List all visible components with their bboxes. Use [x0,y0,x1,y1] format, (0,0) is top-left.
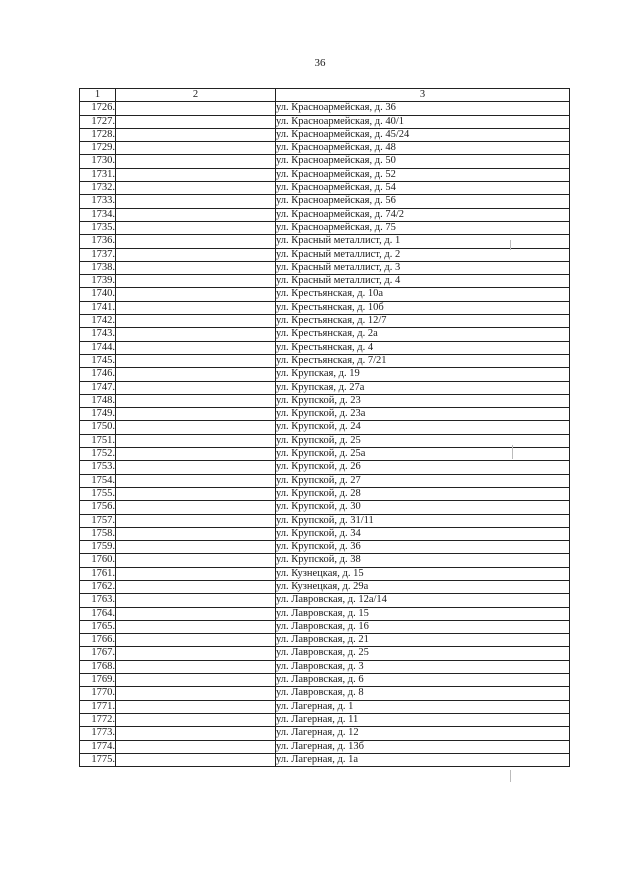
empty-cell [116,261,276,274]
row-number: 1773. [80,727,116,740]
empty-cell [116,687,276,700]
empty-cell [116,368,276,381]
row-number: 1763. [80,594,116,607]
table-row [80,155,570,168]
empty-cell [116,221,276,234]
table-row [80,275,570,288]
row-number: 1750. [80,421,116,434]
empty-cell [116,607,276,620]
empty-cell [116,713,276,726]
row-number: 1740. [80,288,116,301]
table-row [80,354,570,367]
row-number: 1732. [80,182,116,195]
table-row [80,448,570,461]
table-row [80,740,570,753]
row-number: 1748. [80,394,116,407]
address-cell: ул. Кузнецкая, д. 29а [276,580,570,593]
empty-cell [116,514,276,527]
column-header-2: 2 [116,89,276,102]
table-row [80,647,570,660]
row-number: 1765. [80,620,116,633]
empty-cell [116,634,276,647]
empty-cell [116,501,276,514]
row-number: 1734. [80,208,116,221]
row-number: 1742. [80,315,116,328]
table-row [80,288,570,301]
table-row [80,687,570,700]
address-cell: ул. Крестьянская, д. 10а [276,288,570,301]
empty-cell [116,208,276,221]
column-header-3: 3 [276,89,570,102]
table-row [80,554,570,567]
table-row [80,368,570,381]
row-number: 1753. [80,461,116,474]
address-cell: ул. Крупской, д. 25а [276,448,570,461]
table-row [80,128,570,141]
row-number: 1762. [80,580,116,593]
address-cell: ул. Крупской, д. 31/11 [276,514,570,527]
address-cell: ул. Красный металлист, д. 1 [276,235,570,248]
empty-cell [116,700,276,713]
row-number: 1726. [80,102,116,115]
row-number: 1749. [80,408,116,421]
table-body [80,102,570,767]
table-row [80,235,570,248]
empty-cell [116,341,276,354]
address-cell: ул. Лавровская, д. 3 [276,660,570,673]
address-cell: ул. Лавровская, д. 15 [276,607,570,620]
table-row [80,341,570,354]
address-table [79,88,570,767]
empty-cell [116,408,276,421]
address-cell: ул. Лавровская, д. 12а/14 [276,594,570,607]
row-number: 1735. [80,221,116,234]
row-number: 1755. [80,487,116,500]
row-number: 1757. [80,514,116,527]
row-number: 1751. [80,434,116,447]
empty-cell [116,301,276,314]
empty-cell [116,594,276,607]
table-row [80,501,570,514]
empty-cell [116,275,276,288]
row-number: 1744. [80,341,116,354]
table-row [80,434,570,447]
empty-cell [116,448,276,461]
empty-cell [116,155,276,168]
table-row [80,168,570,181]
row-number: 1743. [80,328,116,341]
empty-cell [116,461,276,474]
address-cell: ул. Крупской, д. 24 [276,421,570,434]
table-row [80,580,570,593]
address-cell: ул. Красноармейская, д. 54 [276,182,570,195]
address-cell: ул. Крупской, д. 38 [276,554,570,567]
empty-cell [116,168,276,181]
row-number: 1746. [80,368,116,381]
empty-cell [116,541,276,554]
address-cell: ул. Крупской, д. 28 [276,487,570,500]
row-number: 1729. [80,142,116,155]
address-cell: ул. Крупская, д. 27а [276,381,570,394]
empty-cell [116,195,276,208]
empty-cell [116,421,276,434]
empty-cell [116,740,276,753]
row-number: 1741. [80,301,116,314]
empty-cell [116,434,276,447]
table-row [80,394,570,407]
row-number: 1739. [80,275,116,288]
table-row [80,421,570,434]
address-cell: ул. Лавровская, д. 25 [276,647,570,660]
address-cell: ул. Красноармейская, д. 36 [276,102,570,115]
empty-cell [116,115,276,128]
table-row [80,620,570,633]
row-number: 1745. [80,354,116,367]
column-header-1: 1 [80,89,116,102]
table-row [80,607,570,620]
empty-cell [116,354,276,367]
address-cell: ул. Красный металлист, д. 4 [276,275,570,288]
row-number: 1756. [80,501,116,514]
address-cell: ул. Лавровская, д. 8 [276,687,570,700]
row-number: 1770. [80,687,116,700]
empty-cell [116,315,276,328]
empty-cell [116,753,276,766]
empty-cell [116,727,276,740]
address-cell: ул. Красноармейская, д. 52 [276,168,570,181]
table-row [80,102,570,115]
table-row [80,248,570,261]
table-row [80,461,570,474]
empty-cell [116,527,276,540]
address-cell: ул. Кузнецкая, д. 15 [276,567,570,580]
address-cell: ул. Красноармейская, д. 75 [276,221,570,234]
address-cell: ул. Красноармейская, д. 40/1 [276,115,570,128]
address-cell: ул. Красноармейская, д. 45/24 [276,128,570,141]
row-number: 1775. [80,753,116,766]
empty-cell [116,487,276,500]
address-cell: ул. Крупской, д. 23 [276,394,570,407]
address-cell: ул. Крупская, д. 19 [276,368,570,381]
row-number: 1769. [80,674,116,687]
empty-cell [116,674,276,687]
empty-cell [116,235,276,248]
address-cell: ул. Лавровская, д. 6 [276,674,570,687]
row-number: 1772. [80,713,116,726]
address-cell: ул. Крестьянская, д. 4 [276,341,570,354]
row-number: 1771. [80,700,116,713]
row-number: 1758. [80,527,116,540]
table-row [80,381,570,394]
table-row [80,474,570,487]
empty-cell [116,580,276,593]
address-cell: ул. Крупской, д. 36 [276,541,570,554]
table-row [80,328,570,341]
address-cell: ул. Красноармейская, д. 50 [276,155,570,168]
table-row [80,261,570,274]
table-row [80,594,570,607]
row-number: 1760. [80,554,116,567]
page-number: 36 [314,57,326,69]
table-row [80,660,570,673]
address-cell: ул. Крестьянская, д. 7/21 [276,354,570,367]
address-cell: ул. Крупской, д. 26 [276,461,570,474]
table-row [80,700,570,713]
table-row [80,527,570,540]
address-cell: ул. Крестьянская, д. 2а [276,328,570,341]
address-cell: ул. Лавровская, д. 21 [276,634,570,647]
row-number: 1764. [80,607,116,620]
row-number: 1731. [80,168,116,181]
row-number: 1766. [80,634,116,647]
address-cell: ул. Крупской, д. 30 [276,501,570,514]
table-row [80,634,570,647]
table-header-row [80,89,570,102]
table-row [80,182,570,195]
scan-mark [512,445,513,459]
table-row [80,315,570,328]
row-number: 1752. [80,448,116,461]
table-row [80,727,570,740]
row-number: 1736. [80,235,116,248]
table-row [80,142,570,155]
empty-cell [116,647,276,660]
address-cell: ул. Крупской, д. 27 [276,474,570,487]
table-row [80,408,570,421]
table-row [80,208,570,221]
address-cell: ул. Крестьянская, д. 10б [276,301,570,314]
empty-cell [116,567,276,580]
row-number: 1747. [80,381,116,394]
row-number: 1727. [80,115,116,128]
address-cell: ул. Красноармейская, д. 56 [276,195,570,208]
table-row [80,674,570,687]
empty-cell [116,620,276,633]
row-number: 1768. [80,660,116,673]
address-cell: ул. Лагерная, д. 13б [276,740,570,753]
scan-mark [510,770,511,782]
row-number: 1774. [80,740,116,753]
row-number: 1728. [80,128,116,141]
empty-cell [116,248,276,261]
empty-cell [116,142,276,155]
address-cell: ул. Красный металлист, д. 2 [276,248,570,261]
empty-cell [116,474,276,487]
table-row [80,514,570,527]
empty-cell [116,381,276,394]
table-row [80,221,570,234]
address-cell: ул. Лагерная, д. 1а [276,753,570,766]
row-number: 1754. [80,474,116,487]
empty-cell [116,182,276,195]
table-row [80,195,570,208]
table-row [80,115,570,128]
row-number: 1738. [80,261,116,274]
row-number: 1733. [80,195,116,208]
table-row [80,487,570,500]
row-number: 1761. [80,567,116,580]
address-cell: ул. Красноармейская, д. 48 [276,142,570,155]
row-number: 1767. [80,647,116,660]
address-cell: ул. Крупской, д. 25 [276,434,570,447]
address-cell: ул. Крупской, д. 23а [276,408,570,421]
empty-cell [116,554,276,567]
empty-cell [116,394,276,407]
row-number: 1759. [80,541,116,554]
address-cell: ул. Красный металлист, д. 3 [276,261,570,274]
empty-cell [116,660,276,673]
address-cell: ул. Лагерная, д. 1 [276,700,570,713]
empty-cell [116,128,276,141]
table-row [80,567,570,580]
row-number: 1730. [80,155,116,168]
address-cell: ул. Лагерная, д. 11 [276,713,570,726]
table-row [80,753,570,766]
address-cell: ул. Лагерная, д. 12 [276,727,570,740]
row-number: 1737. [80,248,116,261]
empty-cell [116,288,276,301]
table-row [80,301,570,314]
table-row [80,713,570,726]
address-cell: ул. Лавровская, д. 16 [276,620,570,633]
scan-mark [510,240,511,250]
empty-cell [116,102,276,115]
address-cell: ул. Крупской, д. 34 [276,527,570,540]
table-row [80,541,570,554]
empty-cell [116,328,276,341]
address-cell: ул. Красноармейская, д. 74/2 [276,208,570,221]
address-cell: ул. Крестьянская, д. 12/7 [276,315,570,328]
